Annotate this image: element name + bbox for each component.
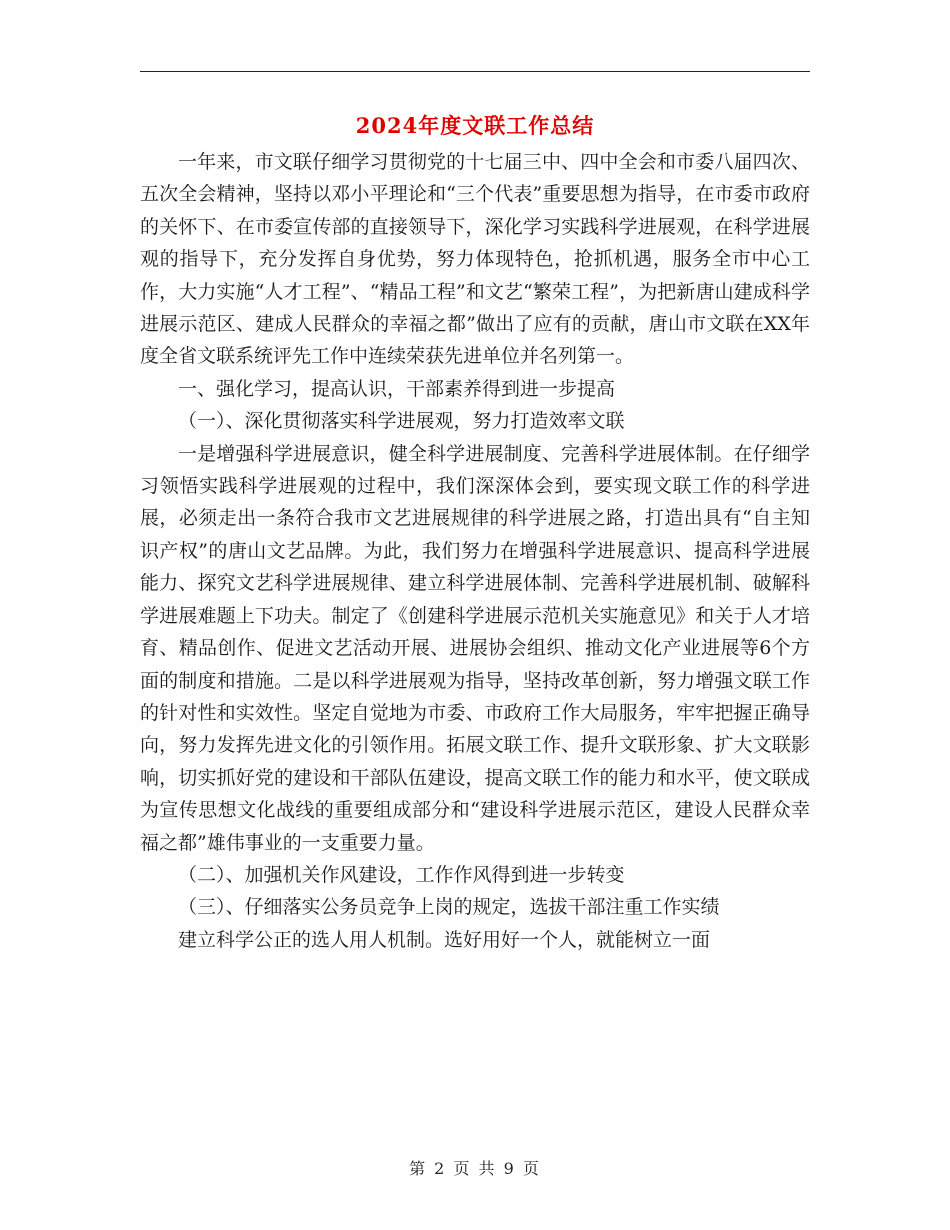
body-paragraph: 一是增强科学进展意识，健全科学进展制度、完善科学进展体制。在仔细学习领悟实践科学进展观的过程中，我们深深体会到，要实现文联工作的科学进展，必须走出一条符合我市文艺进展规律的科学进展之路，打造出具有“自主知识产权”的唐山文艺品牌。为此，我们努力在增强科学进展意识、提高科学进展能力、探究文艺科学进展规律、建立科学进展体制、完善科学进展机制、破解科学进展难题上下功夫。制定了《创建科学进展示范机关实施意见》和关于人才培育、精品创作、促进文艺活动开展、进展协会组织、推动文化产业进展等6个方面的制度和措施。二是以科学进展观为指导，坚持改革创新，努力增强文联工作的针对性和实效性。坚定自觉地为市委、市政府工作大局服务，牢牢把握正确导向，努力发挥先进文化的引领作用。拓展文联工作、提升文联形象、扩大文联影响，切实抓好党的建设和干部队伍建设，提高文联工作的能力和水平，使文联成为宣传思想文化战线的重要组成部分和“建设科学进展示范区，建设人民群众幸福之都”雄伟事业的一支重要力量。 [140, 442, 810, 854]
body-paragraph: 建立科学公正的选人用人机制。选好用好一个人，就能树立一面 [178, 928, 711, 951]
subsection-heading-2: （二）、加强机关作风建设，工作作风得到进一步转变 [178, 863, 625, 886]
page-number-footer: 第 2 页 共 9 页 [409, 1159, 541, 1178]
section-heading-1: 一、强化学习，提高认识，干部素养得到进一步提高 [178, 377, 616, 400]
subsection-heading-1: （一）、深化贯彻落实科学进展观，努力打造效率文联 [178, 410, 625, 433]
intro-paragraph: 一年来，市文联仔细学习贯彻党的十七届三中、四中全会和市委八届四次、五次全会精神，坚持以邓小平理论和“三个代表”重要思想为指导，在市委市政府的关怀下、在市委宣传部的直接领导下，深化学习实践科学进展观，在科学进展观的指导下，充分发挥自身优势，努力体现特色，抢抓机遇，服务全市中心工作，大力实施“人才工程”、“精品工程”和文艺“繁荣工程”，为把新唐山建成科学进展示范区、建成人民群众的幸福之都”做出了应有的贡献，唐山市文联在XX年度全省文联系统评先工作中连续荣获先进单位并名列第一。 [140, 151, 810, 368]
header-rule [140, 71, 810, 72]
document-title: 2024年度文联工作总结 [355, 113, 595, 138]
document-body [140, 146, 810, 956]
subsection-heading-3: （三）、仔细落实公务员竞争上岗的规定，选拔干部注重工作实绩 [178, 896, 720, 919]
